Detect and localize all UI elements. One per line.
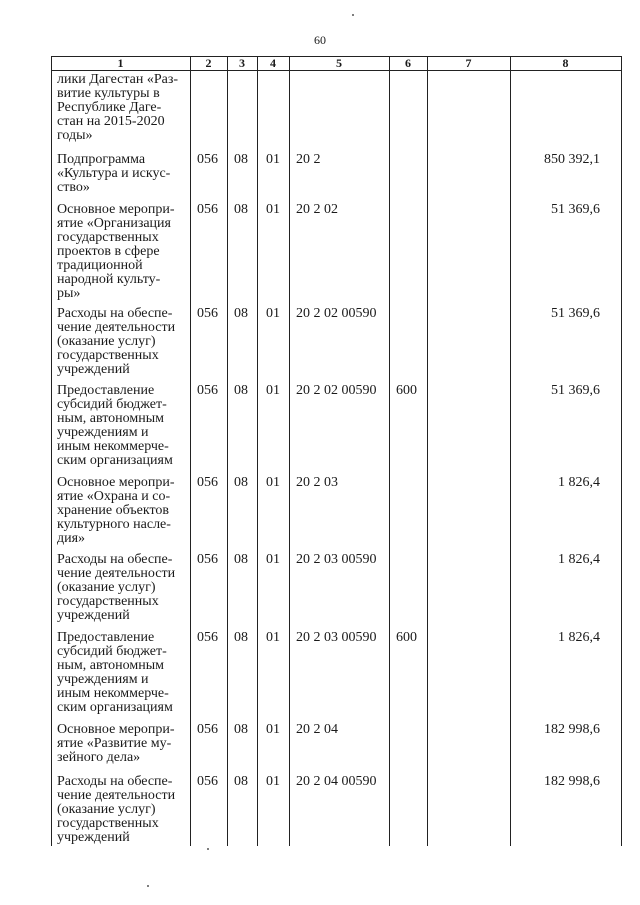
row-name: Основное меропри- ятие «Организация государственных проектов в сфере традиционной народной культу- ры» — [57, 202, 175, 301]
column-divider — [289, 56, 290, 846]
column-header: 1 — [117, 56, 124, 70]
row-code-col5: 20 2 02 00590 — [296, 383, 377, 398]
row-amount: 51 369,6 — [551, 306, 600, 321]
row-code-col3: 08 — [234, 202, 248, 217]
row-code-col2: 056 — [197, 552, 218, 567]
page-number: 60 — [314, 33, 326, 47]
row-code-col4: 01 — [266, 552, 280, 567]
row-code-col5: 20 2 04 00590 — [296, 774, 377, 789]
row-code-col4: 01 — [266, 722, 280, 737]
row-name: Основное меропри- ятие «Охрана и со- хранение объектов культурного насле- дия» — [57, 475, 175, 546]
row-code-col5: 20 2 — [296, 152, 321, 167]
row-code-col4: 01 — [266, 774, 280, 789]
column-divider — [51, 56, 52, 846]
row-code-col2: 056 — [197, 774, 218, 789]
column-divider — [190, 56, 191, 846]
row-amount: 1 826,4 — [558, 630, 600, 645]
column-header: 2 — [205, 56, 212, 70]
row-code-col6: 600 — [396, 630, 417, 645]
row-code-col2: 056 — [197, 630, 218, 645]
column-header: 7 — [465, 56, 472, 70]
row-amount: 850 392,1 — [544, 152, 600, 167]
column-header: 6 — [405, 56, 411, 70]
row-code-col4: 01 — [266, 630, 280, 645]
row-name: Предоставление субсидий бюджет- ным, автономным учреждениям и иным некоммерче- ским организациям — [57, 630, 173, 715]
row-code-col3: 08 — [234, 552, 248, 567]
row-name: лики Дагестан «Раз- витие культуры в Республике Даге- стан на 2015-2020 годы» — [57, 72, 179, 143]
row-code-col5: 20 2 02 — [296, 202, 338, 217]
row-code-col4: 01 — [266, 475, 280, 490]
row-name: Расходы на обеспе- чение деятельности (оказание услуг) государственных учреждений — [57, 552, 176, 623]
row-code-col5: 20 2 02 00590 — [296, 306, 377, 321]
header-bottom-border — [51, 70, 622, 71]
row-code-col4: 01 — [266, 383, 280, 398]
row-amount: 1 826,4 — [558, 475, 600, 490]
row-code-col4: 01 — [266, 202, 280, 217]
row-name: Расходы на обеспе- чение деятельности (оказание услуг) государственных учреждений — [57, 306, 176, 377]
row-name: Расходы на обеспе- чение деятельности (оказание услуг) государственных учреждений — [57, 774, 176, 845]
row-code-col2: 056 — [197, 202, 218, 217]
row-code-col5: 20 2 04 — [296, 722, 338, 737]
row-code-col2: 056 — [197, 306, 218, 321]
row-code-col4: 01 — [266, 152, 280, 167]
row-code-col3: 08 — [234, 306, 248, 321]
row-name: Основное меропри- ятие «Развитие му- зейного дела» — [57, 722, 175, 765]
scan-speck — [147, 885, 149, 887]
scan-speck — [352, 14, 354, 16]
column-header: 3 — [239, 56, 245, 70]
row-code-col2: 056 — [197, 722, 218, 737]
row-amount: 51 369,6 — [551, 383, 600, 398]
row-code-col5: 20 2 03 00590 — [296, 552, 377, 567]
row-code-col2: 056 — [197, 152, 218, 167]
column-header: 8 — [562, 56, 569, 70]
column-divider — [621, 56, 622, 846]
row-code-col3: 08 — [234, 630, 248, 645]
row-code-col6: 600 — [396, 383, 417, 398]
scan-speck — [207, 848, 209, 850]
row-name: Предоставление субсидий бюджет- ным, автономным учреждениям и иным некоммерче- ским организациям — [57, 383, 173, 468]
row-code-col5: 20 2 03 00590 — [296, 630, 377, 645]
row-code-col3: 08 — [234, 722, 248, 737]
row-code-col4: 01 — [266, 306, 280, 321]
row-amount: 1 826,4 — [558, 552, 600, 567]
column-divider — [257, 56, 258, 846]
row-code-col2: 056 — [197, 383, 218, 398]
row-code-col5: 20 2 03 — [296, 475, 338, 490]
row-code-col3: 08 — [234, 152, 248, 167]
row-name: Подпрограмма «Культура и искус- ство» — [57, 152, 171, 195]
row-code-col3: 08 — [234, 383, 248, 398]
row-code-col3: 08 — [234, 774, 248, 789]
column-divider — [227, 56, 228, 846]
row-code-col3: 08 — [234, 475, 248, 490]
column-divider — [427, 56, 428, 846]
row-code-col2: 056 — [197, 475, 218, 490]
column-divider — [389, 56, 390, 846]
column-header: 5 — [336, 56, 342, 70]
row-amount: 182 998,6 — [544, 722, 600, 737]
budget-table — [51, 56, 622, 846]
column-header: 4 — [270, 56, 276, 70]
row-amount: 51 369,6 — [551, 202, 600, 217]
row-amount: 182 998,6 — [544, 774, 600, 789]
